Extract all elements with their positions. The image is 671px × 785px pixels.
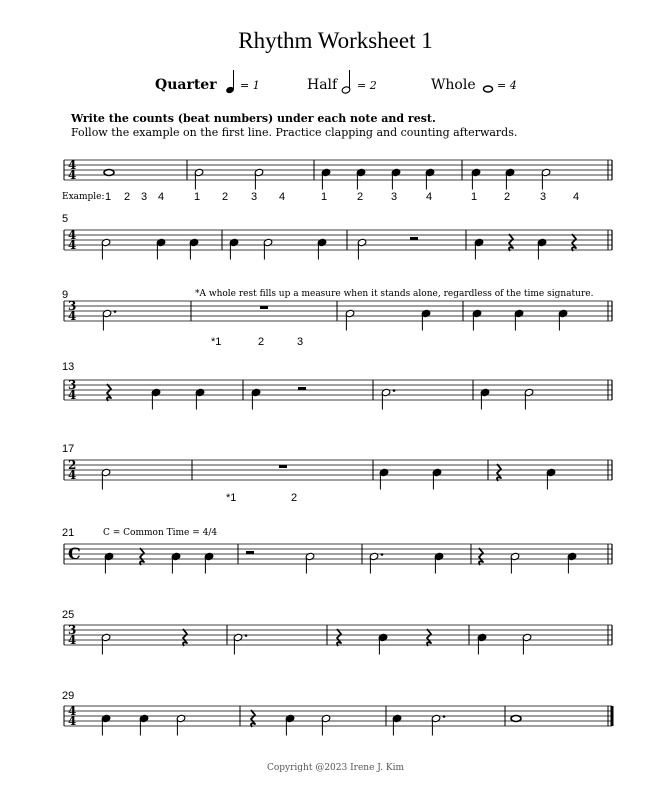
example-count: 3 [540,191,547,203]
quarter-rest-icon [183,629,187,646]
example-count: 4 [158,191,165,203]
page-title: Rhythm Worksheet 1 [238,28,433,53]
whole-note-icon [511,716,521,722]
example-count: 4 [426,191,433,203]
count-label: 2 [291,492,298,504]
augmentation-dot [381,553,384,556]
quarter-rest-icon [251,710,255,727]
example-count: 1 [321,191,328,203]
half-rest-icon [246,551,254,554]
measure-number: 25 [62,609,75,621]
measure-number: 29 [62,690,75,702]
measure-number: 13 [62,361,75,373]
instruction-text: Follow the example on the first line. Practice clapping and counting afterwards. [71,126,518,139]
time-signature: 4 [68,238,77,252]
measure-number: 9 [62,289,69,301]
example-count: 3 [391,191,398,203]
example-count: 2 [504,191,511,203]
count-label: 3 [297,336,304,348]
quarter-rest-icon [479,548,483,565]
half-rest-icon [298,387,306,390]
legend-whole-label: Whole [431,77,476,93]
time-signature: 4 [68,388,77,402]
quarter-rest-icon [107,384,111,401]
time-signature: 2 [68,458,77,472]
example-count: 3 [141,191,148,203]
legend-quarter-value: = 1 [240,79,260,92]
time-signature: 4 [68,704,77,718]
measure-number: 5 [62,213,69,225]
time-signature: 4 [68,228,77,242]
common-time-icon: C [68,544,81,563]
copyright: Copyright @2023 Irene J. Kim [266,763,405,773]
example-count: 1 [471,191,478,203]
augmentation-dot [114,310,117,313]
count-label: *1 [226,492,237,504]
whole-rest-icon [279,465,287,468]
time-signature: 4 [68,158,77,172]
quarter-rest-icon [497,464,501,481]
quarter-rest-icon [140,548,144,565]
common-time-note: C = Common Time = 4/4 [103,528,218,538]
example-count: 3 [251,191,258,203]
measure-number: 17 [62,443,75,455]
count-label: *1 [211,336,222,348]
time-signature: 4 [68,714,77,728]
example-count: 2 [124,191,131,203]
example-count: 1 [105,191,112,203]
time-signature: 3 [68,299,77,313]
example-count: 4 [573,191,580,203]
example-count: 1 [194,191,201,203]
quarter-rest-icon [572,234,576,251]
time-signature: 4 [68,168,77,182]
legend-half-label: Half [307,77,338,93]
example-count: 2 [222,191,229,203]
quarter-rest-icon [427,629,431,646]
quarter-rest-icon [509,234,513,251]
quarter-rest-icon [337,629,341,646]
measure-number: 21 [62,527,75,539]
legend-whole-value: = 4 [497,79,517,92]
example-label: Example: [62,192,105,202]
time-signature: 4 [68,468,77,482]
time-signature: 4 [68,633,77,647]
whole-note-icon [104,170,114,176]
time-signature: 3 [68,378,77,392]
whole-rest-note: *A whole rest fills up a measure when it stands alone, regardless of the time signature. [195,289,594,299]
legend-quarter-label: Quarter [155,77,217,93]
example-count: 4 [279,191,286,203]
example-count: 2 [357,191,364,203]
augmentation-dot [393,389,396,392]
time-signature: 3 [68,623,77,637]
augmentation-dot [245,634,248,637]
whole-note-icon [484,86,493,92]
whole-rest-icon [260,306,268,309]
time-signature: 4 [68,309,77,323]
augmentation-dot [443,715,446,718]
legend-half-value: = 2 [357,79,377,92]
count-label: 2 [258,336,265,348]
half-rest-icon [410,237,418,240]
instruction-bold: Write the counts (beat numbers) under each note and rest. [71,112,436,125]
